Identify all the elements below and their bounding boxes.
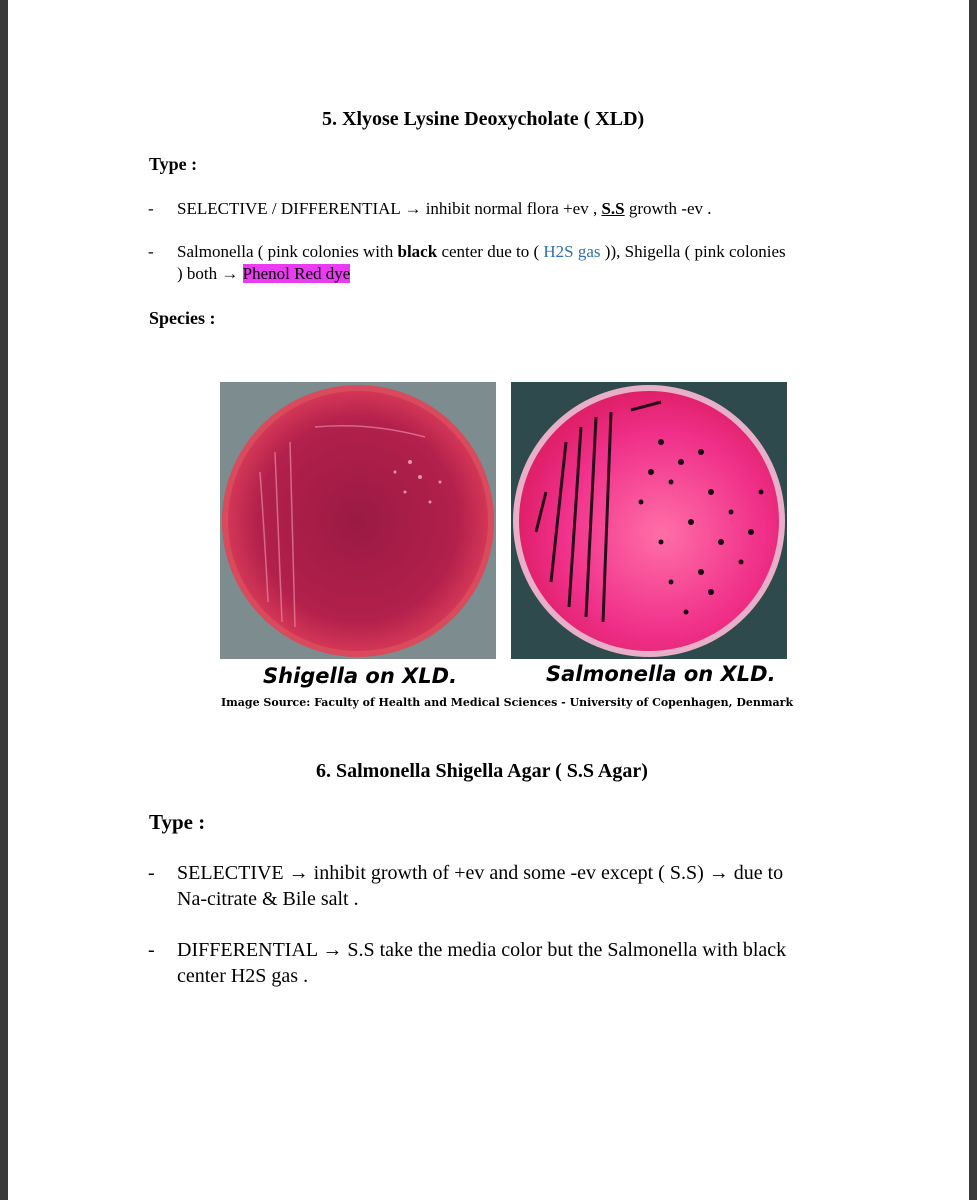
bullet-text: Salmonella ( pink colonies with [177,242,398,261]
ss-bullet-1-line-2: Na-citrate & Bile salt . [177,888,359,910]
bullet-text: inhibit growth of +ev and some -ev except ( S.S) [308,862,709,884]
bullet-dash: - [148,862,155,884]
arrow-icon: → [221,264,239,283]
arrow-icon: → [288,862,309,884]
bullet-text: SELECTIVE [177,862,289,884]
bullet-text: )), Shigella ( pink colonies [600,242,786,261]
h2s-gas-term: H2S gas [543,242,601,261]
xld-bullet-1 [177,198,712,220]
arrow-icon: → [708,862,729,884]
shigella-plate-image [220,382,496,659]
section-5-title: 5. Xlyose Lysine Deoxycholate ( XLD) [322,108,645,130]
bullet-text: S.S take the media color but the Salmonella with black [342,939,787,961]
bullet-text: DIFFERENTIAL [177,939,323,961]
arrow-icon: → [322,939,343,961]
bullet-text: inhibit normal flora +ev , [421,199,602,218]
arrow-icon: → [404,199,422,218]
caption-shigella: Shigella on XLD. [263,664,458,688]
species-label: Species : [149,308,216,328]
bullet-text: due to [728,862,784,884]
bullet-text: SELECTIVE / DIFFERENTIAL [177,199,405,218]
ss-bullet-1-line-1 [177,860,783,886]
bullet-text: ) both [177,264,222,283]
bullet-dash: - [148,939,155,961]
section-6-title: 6. Salmonella Shigella Agar ( S.S Agar) [316,760,648,782]
bullet-text: growth -ev . [624,199,712,218]
ss-bullet-2-line-2: center H2S gas . [177,965,309,987]
ss-term: S.S [601,199,625,218]
type-label-6: Type : [149,810,206,834]
bold-term: black [397,242,438,261]
highlighted-term: Phenol Red dye [242,264,351,283]
type-label-5: Type : [149,154,198,174]
salmonella-plate-image [511,382,787,659]
bullet-text: center due to ( [437,242,544,261]
caption-salmonella: Salmonella on XLD. [546,662,776,686]
document-page [8,0,969,1200]
xld-bullet-2-line-1 [177,241,786,263]
bullet-dash: - [148,242,154,261]
ss-bullet-2-line-1 [177,937,786,963]
image-source: Image Source: Faculty of Health and Medical Sciences - University of Copenhagen, Denmark [221,696,794,709]
xld-bullet-2-line-2 [177,263,350,285]
bullet-dash: - [148,199,154,218]
